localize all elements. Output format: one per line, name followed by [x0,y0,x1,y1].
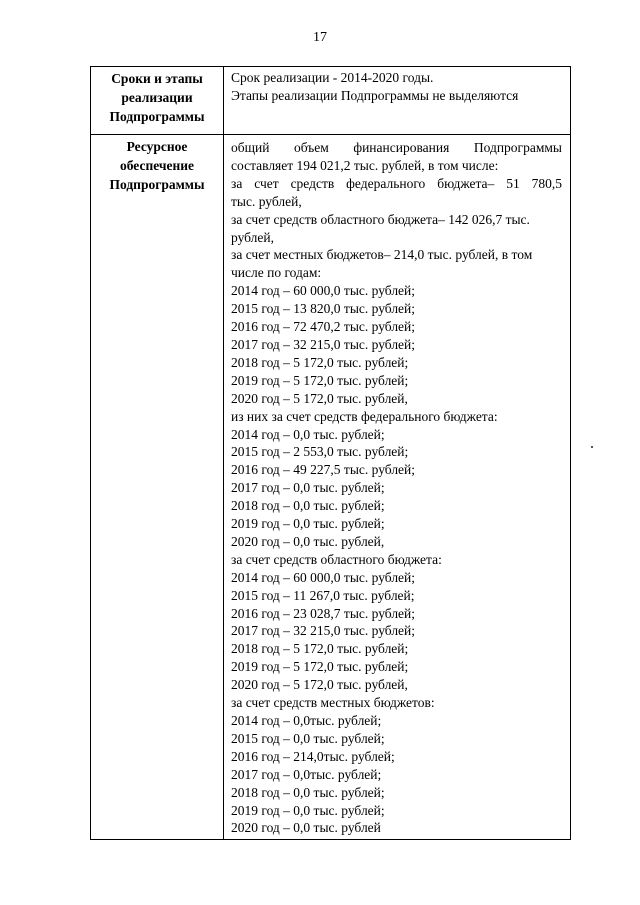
funding-label-line: обеспечение [119,158,195,173]
terms-label-line: реализации [121,90,193,105]
local-year-line: 2017 год – 0,0тыс. рублей; [231,766,382,782]
terms-label-cell [91,67,224,135]
local-budget-heading: за счет средств местных бюджетов: [231,695,435,711]
funding-intro-line: составляет 194 021,2 тыс. рублей, в том числе: [231,157,499,173]
terms-label-line: Сроки и этапы [111,71,203,86]
total-year-line: 2015 год – 13 820,0 тыс. рублей; [231,301,416,317]
total-year-line: 2017 год – 32 215,0 тыс. рублей; [231,336,416,352]
local-year-line: 2018 год – 0,0 тыс. рублей; [231,784,385,800]
federal-year-line: 2014 год – 0,0 тыс. рублей; [231,426,385,442]
federal-year-line: 2015 год – 2 553,0 тыс. рублей; [231,444,409,460]
funding-intro-line: числе по годам: [231,265,322,281]
funding-intro-line: общий объем финансирования Подпрограммы [231,140,562,155]
funding-intro-line: за счет средств областного бюджета– 142 026,7 тыс. [231,211,530,227]
local-year-line: 2014 год – 0,0тыс. рублей; [231,713,382,728]
funding-intro-line: за счет средств федерального бюджета– 51 780,5 [231,175,562,191]
terms-content-cell [224,67,571,135]
local-year-line: 2020 год – 0,0 тыс. рублей [231,820,381,836]
regional-year-line: 2020 год – 5 172,0 тыс. рублей, [231,677,408,693]
regional-year-line: 2019 год – 5 172,0 тыс. рублей; [231,659,409,675]
regional-year-line: 2017 год – 32 215,0 тыс. рублей; [231,623,416,639]
terms-label-line: Подпрограммы [109,109,205,124]
terms-row [91,67,571,135]
funding-label-cell [91,135,224,840]
funding-row [91,135,571,840]
local-year-line: 2016 год – 214,0тыс. рублей; [231,748,395,764]
federal-year-line: 2016 год – 49 227,5 тыс. рублей; [231,462,416,478]
total-year-line: 2020 год – 5 172,0 тыс. рублей, [231,390,408,406]
total-year-line: 2018 год – 5 172,0 тыс. рублей; [231,354,409,370]
federal-year-line: 2017 год – 0,0 тыс. рублей; [231,480,385,496]
regional-year-line: 2015 год – 11 267,0 тыс. рублей; [231,587,415,603]
implementation-stages-text: Этапы реализации Подпрограммы не выделяются [231,88,519,103]
federal-year-line: 2018 год – 0,0 тыс. рублей; [231,498,385,514]
local-year-line: 2015 год – 0,0 тыс. рублей; [231,730,385,746]
federal-year-line: 2019 год – 0,0 тыс. рублей; [231,516,385,532]
funding-intro-line: за счет местных бюджетов– 214,0 тыс. рублей, в том [231,247,533,263]
local-year-line: 2019 год – 0,0 тыс. рублей; [231,802,385,818]
total-year-line: 2019 год – 5 172,0 тыс. рублей; [231,372,409,388]
funding-label-line: Подпрограммы [109,177,205,192]
funding-intro-line: тыс. рублей, [231,193,302,209]
regional-year-line: 2016 год – 23 028,7 тыс. рублей; [231,605,416,621]
federal-budget-heading: из них за счет средств федерального бюджета: [231,408,498,424]
scan-dot-mark [591,446,593,448]
federal-year-line: 2020 год – 0,0 тыс. рублей, [231,533,385,549]
implementation-period-text: Срок реализации - 2014-2020 годы. [231,70,434,85]
funding-label-line: Ресурсное [126,139,188,154]
regional-year-line: 2014 год – 60 000,0 тыс. рублей; [231,569,416,585]
subprogram-passport-table [90,66,571,840]
total-year-line: 2014 год – 60 000,0 тыс. рублей; [231,283,416,299]
total-year-line: 2016 год – 72 470,2 тыс. рублей; [231,319,416,335]
funding-intro-line: рублей, [231,229,275,245]
funding-content-cell [224,135,571,840]
page-number: 17 [313,30,327,45]
regional-year-line: 2018 год – 5 172,0 тыс. рублей; [231,641,409,657]
regional-budget-heading: за счет средств областного бюджета: [231,551,442,567]
